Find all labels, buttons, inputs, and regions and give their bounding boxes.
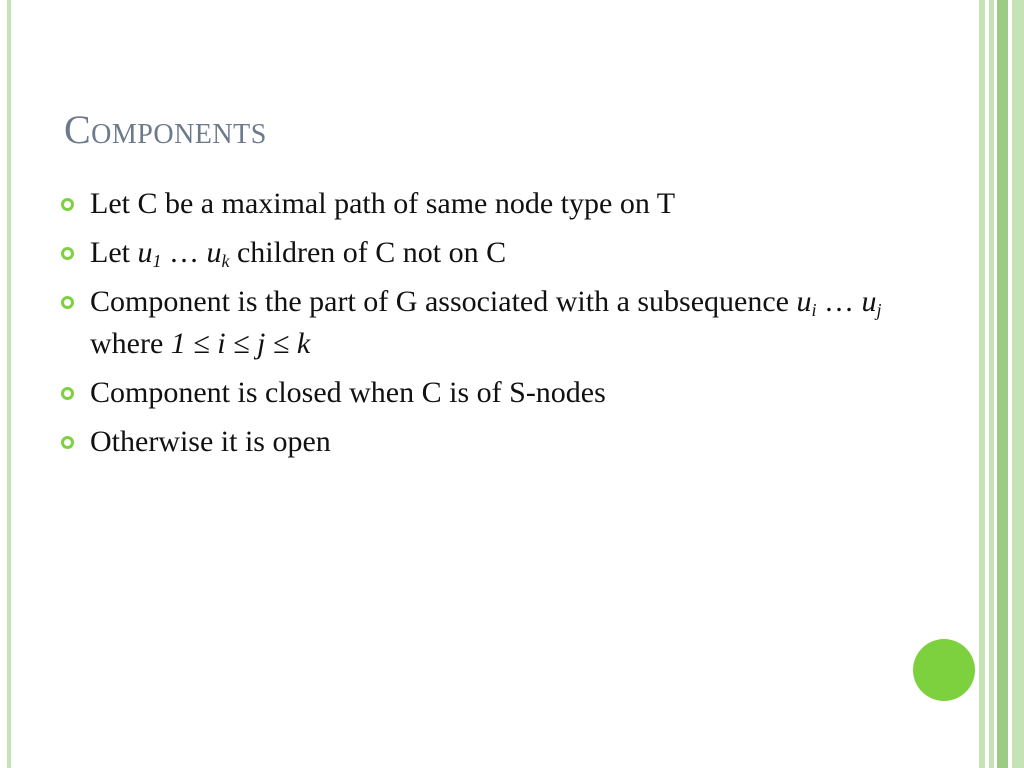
bullet-item	[60, 232, 920, 274]
bullet-text-run: Let C be a maximal path of same node type on T	[90, 187, 676, 220]
math-text: 1 ≤ i ≤ j ≤ k	[170, 327, 311, 360]
bullet-text-run: …	[816, 285, 862, 318]
bullet-ring-icon	[61, 247, 74, 260]
bullet-item	[60, 372, 920, 414]
bullet-text-run: children of C not on C	[229, 236, 507, 269]
bullet-ring-icon	[61, 198, 74, 211]
bullet-ring-icon	[61, 436, 74, 449]
bullet-text-run: Otherwise it is open	[90, 425, 331, 458]
bullet-item	[60, 421, 920, 463]
bullet-text	[90, 376, 606, 409]
math-text: u	[206, 236, 222, 269]
left-border-rule	[7, 0, 11, 768]
math-subscript: 1	[152, 251, 162, 271]
math-text: u	[796, 285, 812, 318]
bullet-text	[90, 187, 675, 220]
slide-title: Components	[64, 107, 267, 152]
right-band-stripe-4	[1012, 0, 1024, 768]
bullet-text-run: Let	[90, 236, 138, 269]
bullet-list	[60, 183, 920, 470]
bullet-text	[90, 285, 889, 360]
bullet-text-run: where	[90, 285, 890, 360]
math-text: u	[137, 236, 153, 269]
math-subscript: k	[221, 251, 230, 271]
bullet-text	[90, 425, 331, 458]
right-band-stripe-3	[997, 0, 1008, 768]
bullet-item	[60, 183, 920, 225]
bullet-text-run: Component is closed when C is of S-nodes	[90, 376, 606, 409]
bullet-text	[90, 236, 506, 269]
bullet-ring-icon	[61, 387, 74, 400]
bullet-text-run: …	[161, 236, 207, 269]
bullet-text-run: Component is the part of G associated with a subsequence	[90, 285, 797, 318]
math-subscript: i	[811, 300, 817, 320]
bullet-item	[60, 281, 920, 365]
math-text: u	[861, 285, 877, 318]
decorative-green-circle	[913, 639, 975, 701]
right-band-stripe-2	[989, 0, 994, 768]
right-band-stripe-1	[979, 0, 985, 768]
bullet-ring-icon	[61, 296, 74, 309]
math-subscript: j	[876, 300, 882, 320]
